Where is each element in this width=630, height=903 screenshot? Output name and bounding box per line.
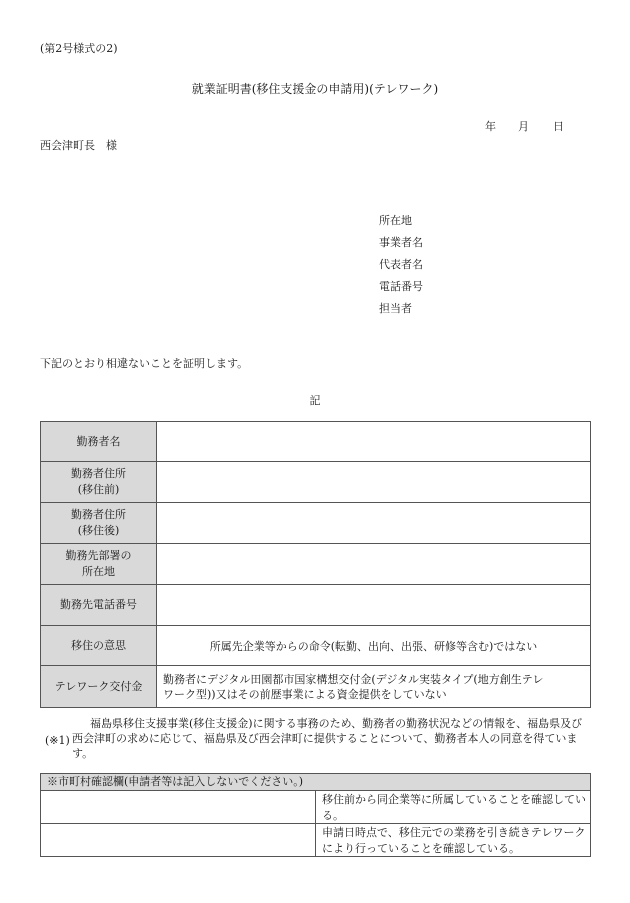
- relocation-intent-label: 移住の意思: [41, 626, 157, 666]
- workplace-phone-label: 勤務先電話番号: [41, 585, 157, 626]
- ki-marker: 記: [309, 394, 321, 407]
- confirmation-row-1: [41, 791, 591, 824]
- municipality-confirmation-table: [40, 773, 591, 857]
- date-month-label: 月: [518, 120, 529, 133]
- confirmation-header: ※市町村確認欄(申請者等は記入しないでください。): [41, 774, 591, 791]
- confirmation-checkbox-1[interactable]: [41, 791, 316, 824]
- note-mark: (※1): [45, 734, 70, 747]
- employee-name-field[interactable]: [157, 422, 591, 462]
- addressee: 西会津町長 様: [40, 139, 117, 152]
- confirmation-statement-1: 移住前から同企業等に所属していることを確認している。: [316, 791, 591, 824]
- confirmation-statement-2: 申請日時点で、移住元での業務を引き続きテレワークにより行っていることを確認している。: [316, 824, 591, 857]
- workplace-phone-field[interactable]: [157, 585, 591, 626]
- department-location-field[interactable]: [157, 544, 591, 585]
- employer-name-label: 事業者名: [379, 236, 423, 249]
- table-row-employee-name: [41, 422, 591, 462]
- table-row-address-after: [41, 503, 591, 544]
- document-title: 就業証明書(移住支援金の申請用)(テレワーク): [191, 82, 439, 96]
- confirmation-header-row: [41, 774, 591, 791]
- phone-number-label: 電話番号: [379, 280, 423, 293]
- person-in-charge-label: 担当者: [379, 302, 412, 315]
- certification-statement: 下記のとおり相違ないことを証明します。: [40, 357, 249, 370]
- employer-address-label: 所在地: [379, 214, 412, 227]
- address-after-label: 勤務者住所 (移住後): [41, 503, 157, 544]
- confirmation-row-2: [41, 824, 591, 857]
- date-day-label: 日: [553, 120, 564, 133]
- confirmation-checkbox-2[interactable]: [41, 824, 316, 857]
- telework-grant-label: テレワーク交付金: [41, 666, 157, 708]
- representative-name-label: 代表者名: [379, 258, 423, 271]
- date-line: [485, 118, 564, 134]
- date-year-label: 年: [485, 120, 496, 133]
- table-row-workplace-phone: [41, 585, 591, 626]
- relocation-intent-value: 所属先企業等からの命令(転勤、出向、出張、研修等含む)ではない: [157, 626, 591, 666]
- address-after-field[interactable]: [157, 503, 591, 544]
- employer-info-block: [379, 210, 423, 320]
- table-row-telework-grant: [41, 666, 591, 708]
- table-row-relocation-intent: [41, 626, 591, 666]
- form-number: (第2号様式の2): [40, 42, 118, 55]
- employment-details-table: [40, 421, 591, 708]
- table-row-department-location: [41, 544, 591, 585]
- address-before-label: 勤務者住所 (移住前): [41, 462, 157, 503]
- consent-note: 福島県移住支援事業(移住支援金)に関する事務のため、勤務者の勤務状況などの情報を、福島県及び西会津町の求めに応じて、福島県及び西会津町に提供することについて、勤務者本人の同意を得ています。: [72, 717, 583, 760]
- telework-grant-value: 勤務者にデジタル田園都市国家構想交付金(デジタル実装タイプ(地方創生テレ ワーク型))又はその前歴事業による資金提供をしていない: [157, 666, 591, 708]
- department-location-label: 勤務先部署の 所在地: [41, 544, 157, 585]
- address-before-field[interactable]: [157, 462, 591, 503]
- table-row-address-before: [41, 462, 591, 503]
- employee-name-label: 勤務者名: [41, 422, 157, 462]
